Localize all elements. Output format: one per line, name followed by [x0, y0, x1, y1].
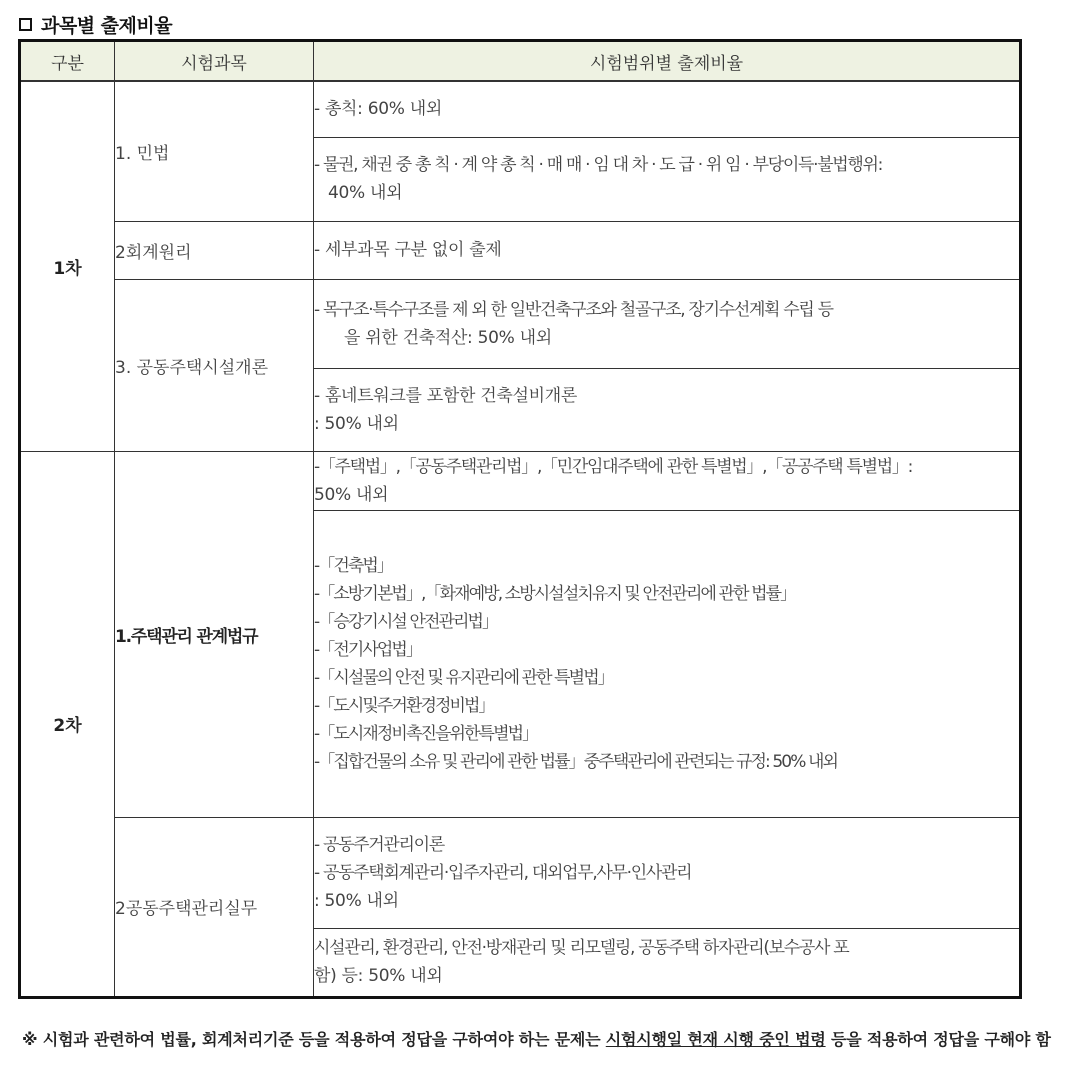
second-exam-label: 2차	[20, 451, 115, 997]
scope-text: -「집합건물의 소유 및 관리에 관한 법률」중주택관리에 관련되는 규정: 50% 내외	[314, 751, 838, 772]
scope-text: : 50% 내외	[314, 890, 399, 911]
scope-civil-law-general	[314, 81, 1021, 137]
header-scope: 시험범위별 출제비율	[314, 41, 1021, 82]
table-header-row	[20, 41, 1021, 82]
table-row	[20, 279, 1021, 368]
header-subject: 시험과목	[115, 41, 314, 82]
scope-text: 40% 내외	[328, 183, 403, 203]
scope-text: -「시설물의 안전 및 유지관리에 관한 특별법」	[314, 667, 613, 688]
subject-housing-law: 1.주택관리 관계법규	[115, 451, 314, 817]
exam-ratio-table	[18, 39, 1022, 999]
scope-related-acts	[314, 510, 1021, 817]
header-gubun: 구분	[20, 41, 115, 82]
scope-text: - 홈네트워크를 포함한 건축설비개론	[314, 385, 577, 406]
footnote	[22, 1026, 1072, 1053]
footnote-underlined: 시험시행일 현재 시행 중인 법령	[605, 1030, 826, 1049]
scope-text: -「전기사업법」	[314, 639, 422, 660]
scope-text: - 물권, 채권 중 총 칙 · 계 약 총 칙 · 매 매 · 임 대 차 · 도 급 · 위 임 · 부당이득·불법행위:	[314, 155, 883, 175]
scope-text: - 공동주택회계관리·입주자관리, 대외업무,사무·인사관리	[314, 862, 692, 883]
scope-text: - 공동주거관리이론	[314, 834, 444, 855]
scope-text: 시설관리, 환경관리, 안전·방재관리 및 리모델링, 공동주택 하자관리(보수공사 포	[314, 938, 849, 958]
table-row	[20, 221, 1021, 279]
subject-housing-facility: 3. 공동주택시설개론	[115, 279, 314, 451]
scope-text: -「주택법」,「공동주택관리법」,「민간임대주택에 관한 특별법」,「공공주택 특별법」:	[314, 456, 913, 477]
scope-text: -「건축법」	[314, 555, 393, 576]
scope-text: 을 위한 건축적산: 50% 내외	[344, 327, 552, 348]
section-title-text: 과목별 출제비율	[41, 15, 173, 37]
scope-text: 함) 등: 50% 내외	[314, 966, 443, 986]
checkbox-square-icon	[19, 18, 32, 31]
scope-text: - 세부과목 구분 없이 출제	[314, 240, 502, 260]
scope-text: -「도시재정비촉진을위한특별법」	[314, 723, 538, 744]
scope-text: : 50% 내외	[314, 413, 399, 434]
first-exam-label: 1차	[20, 81, 115, 451]
subject-accounting: 2회계원리	[115, 221, 314, 279]
scope-text: - 목구조·특수구조를 제 외 한 일반건축구조와 철골구조, 장기수선계획 수립 등	[314, 299, 833, 320]
table-row	[20, 817, 1021, 928]
footnote-prefix: ※ 시험과 관련하여 법률, 회계처리기준 등을 적용하여 정답을 구하여야 하는 문제는	[22, 1030, 606, 1049]
scope-building-equipment	[314, 368, 1021, 451]
scope-text: -「소방기본법」,「화재예방, 소방시설설치유지 및 안전관리에 관한 법률」	[314, 583, 796, 604]
scope-text: - 총칙: 60% 내외	[314, 99, 442, 120]
footnote-suffix: 등을 적용하여 정답을 구해야 함	[825, 1030, 1051, 1049]
table-row	[20, 451, 1021, 510]
scope-housing-acts	[314, 451, 1021, 510]
scope-text: -「승강기시설 안전관리법」	[314, 611, 498, 632]
scope-housing-management	[314, 817, 1021, 928]
scope-facility-management	[314, 928, 1021, 997]
subject-housing-practice: 2공동주택관리실무	[115, 817, 314, 997]
scope-building-structure	[314, 279, 1021, 368]
section-title	[19, 11, 172, 38]
subject-civil-law: 1. 민법	[115, 81, 314, 221]
scope-civil-law-property	[314, 137, 1021, 221]
table-row	[20, 81, 1021, 137]
scope-accounting	[314, 221, 1021, 279]
scope-text: 50% 내외	[314, 484, 389, 505]
scope-text: -「도시및주거환경정비법」	[314, 695, 494, 716]
